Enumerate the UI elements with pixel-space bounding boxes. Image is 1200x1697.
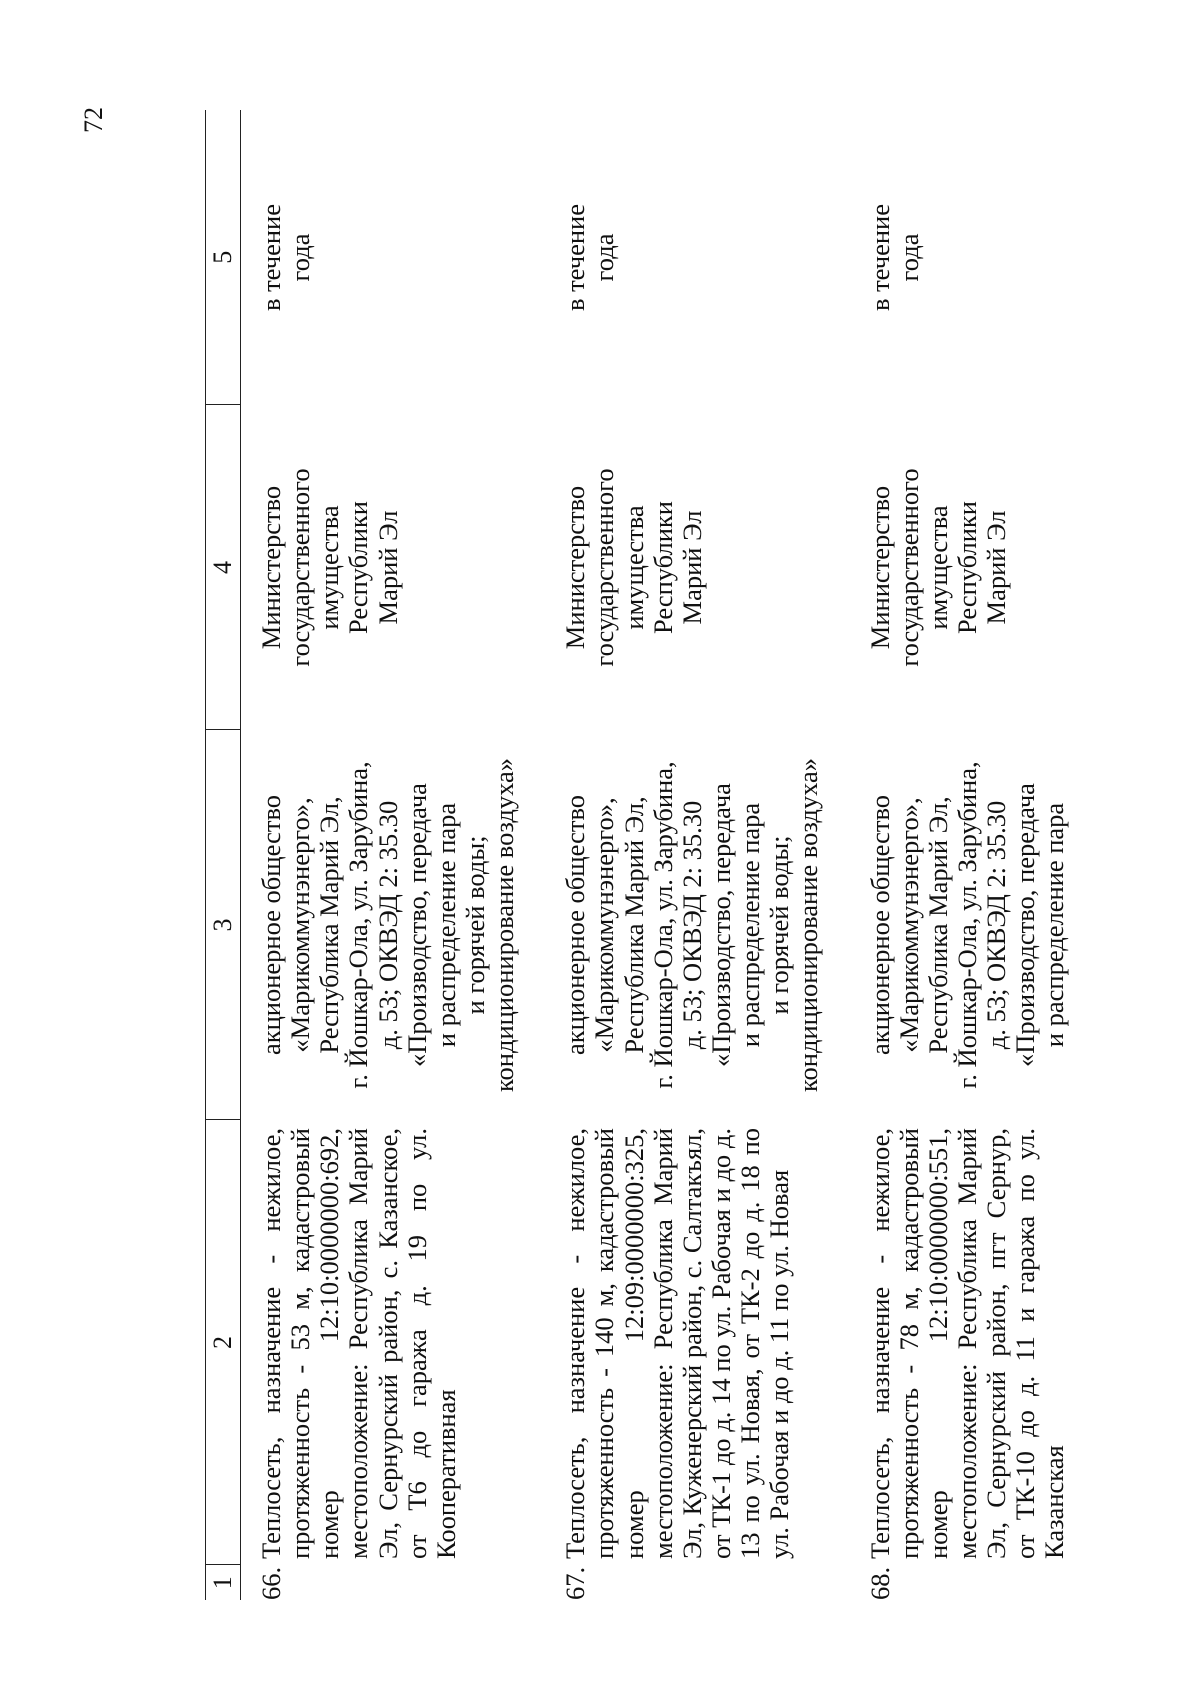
authority-line: Республики — [647, 501, 678, 634]
table-row — [241, 110, 546, 1600]
term-line: года — [589, 233, 620, 282]
authority-cell — [241, 405, 546, 730]
row-number: 68. — [864, 1566, 895, 1600]
holder-line: «Производство, передача — [1010, 783, 1041, 1067]
holder-line: «Марикоммунэнерго», — [893, 797, 924, 1053]
term-line: года — [285, 233, 316, 282]
column-header-3: 3 — [206, 730, 241, 1120]
holder-line: «Марикоммунэнерго», — [285, 797, 316, 1053]
holder-line: акционерное общество — [560, 794, 591, 1056]
table-header — [206, 110, 241, 1600]
holder-line: кондиционирование воздуха» — [489, 758, 520, 1092]
holder-line: акционерное общество — [864, 794, 895, 1056]
object-description: Теплосеть, назначение - нежилое, протяженность - 53 м, кадастровый номер 12:10:0000000:692, местоположение: Республика Марий Эл, Сернурский район, с. Казанское, от Т6 до гаража д. 19 по ул. Кооперативная — [256, 1128, 461, 1559]
table-row — [850, 110, 1096, 1600]
term-line: года — [893, 233, 924, 282]
term-line: в течение — [256, 203, 286, 312]
holder-line: г. Йошкар-Ола, ул. Зарубина, — [647, 761, 678, 1089]
authority-line: Министерство — [864, 485, 895, 650]
column-header-5: 5 — [206, 110, 241, 405]
holder-line: и распределение пара — [430, 802, 461, 1048]
holder-line: д. 53; ОКВЭД 2: 35.30 — [981, 800, 1012, 1050]
holder-cell — [545, 730, 849, 1120]
holder-line: и горячей воды; — [459, 835, 490, 1015]
authority-line: государственного — [589, 468, 620, 667]
holder-line: и распределение пара — [735, 802, 766, 1048]
column-header-2: 2 — [206, 1120, 241, 1565]
term-cell — [545, 110, 849, 405]
authority-line: Марий Эл — [372, 510, 403, 625]
term-cell — [850, 110, 1096, 405]
row-number: 66. — [256, 1566, 286, 1600]
authority-line: государственного — [285, 468, 316, 667]
holder-line: «Производство, передача — [401, 783, 432, 1067]
holder-line: акционерное общество — [256, 794, 286, 1056]
holder-line: «Производство, передача — [705, 783, 736, 1067]
term-line: в течение — [560, 203, 591, 312]
holder-line: Республика Марий Эл, — [618, 796, 649, 1054]
holder-line: г. Йошкар-Ола, ул. Зарубина, — [951, 761, 982, 1089]
authority-line: Министерство — [560, 485, 591, 650]
holder-line: Республика Марий Эл, — [922, 796, 953, 1054]
authority-line: Республики — [951, 501, 982, 634]
holder-line: Республика Марий Эл, — [314, 796, 345, 1054]
holder-line: кондиционирование воздуха» — [793, 758, 824, 1092]
authority-cell — [850, 405, 1096, 730]
holder-line: и распределение пара — [1039, 802, 1070, 1048]
table-row — [545, 110, 849, 1600]
column-header-1: 1 — [206, 1565, 241, 1600]
holder-line: «Марикоммунэнерго», — [589, 797, 620, 1053]
object-description: Теплосеть, назначение - нежилое, протяженность - 140 м, кадастровый номер 12:09:0000000:325, местоположение: Республика Марий Эл, Куженерский район, с. Салтакъял, от ТК-1 до д. 14 по ул. Рабочая и до д. 13 по ул. Новая, от ТК-2 до д. 18 по ул. Рабочая и до д. 11 по ул. Новая — [560, 1128, 795, 1559]
holder-cell — [850, 730, 1096, 1120]
authority-line: Министерство — [256, 485, 286, 650]
rotated-table-container — [205, 110, 1200, 1600]
authority-line: имущества — [922, 505, 953, 630]
term-cell — [241, 110, 546, 405]
page-number: 72 — [79, 107, 108, 133]
row-number: 67. — [560, 1566, 591, 1600]
column-header-4: 4 — [206, 405, 241, 730]
term-line: в течение — [864, 203, 895, 312]
authority-cell — [545, 405, 849, 730]
holder-line: и горячей воды; — [764, 835, 795, 1015]
holder-line: г. Йошкар-Ола, ул. Зарубина, — [343, 761, 374, 1089]
authority-line: имущества — [618, 505, 649, 630]
authority-line: государственного — [893, 468, 924, 667]
registry-table — [205, 110, 1096, 1600]
holder-line: д. 53; ОКВЭД 2: 35.30 — [372, 800, 403, 1050]
object-description: Теплосеть, назначение - нежилое, протяженность - 78 м, кадастровый номер 12:10:0000000:551, местоположение: Республика Марий Эл, Сернурский район, пгт Сернур, от ТК-10 до д. 11 и гаража по ул. Казанская — [864, 1128, 1070, 1559]
authority-line: Марий Эл — [981, 510, 1012, 625]
holder-line: д. 53; ОКВЭД 2: 35.30 — [676, 800, 707, 1050]
authority-line: Марий Эл — [676, 510, 707, 625]
authority-line: имущества — [314, 505, 345, 630]
authority-line: Республики — [343, 501, 374, 634]
holder-cell — [241, 730, 546, 1120]
